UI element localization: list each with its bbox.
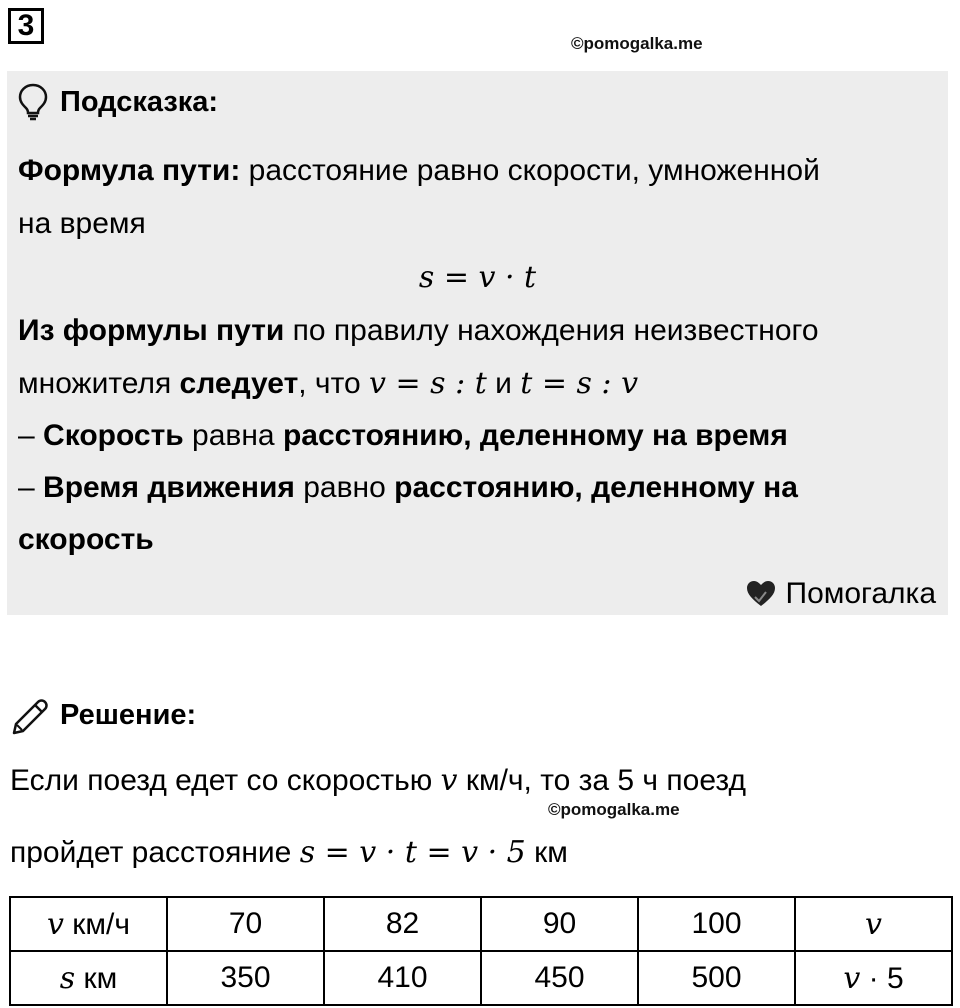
- dash: –: [18, 471, 44, 504]
- hint-bold: следует: [179, 367, 299, 400]
- solution-text: км/ч, то за 5 ч поезд: [457, 764, 746, 797]
- speed-variable: v: [440, 763, 458, 798]
- dash: –: [18, 419, 44, 452]
- heart-icon: [746, 580, 776, 608]
- hint-line-2: [18, 204, 146, 244]
- table-cell: 100: [638, 897, 795, 951]
- table-cell: [795, 897, 952, 951]
- hint-bold: расстоянию, деленному на: [394, 471, 798, 504]
- hint-text: и: [486, 367, 521, 400]
- hint-line-6: [18, 468, 798, 508]
- watermark-middle: ©pomogalka.me: [548, 800, 680, 819]
- hint-bold: Время движения: [43, 471, 295, 504]
- distance-variable: s: [59, 960, 76, 996]
- table-cell: 350: [167, 951, 324, 1005]
- table-cell: 450: [481, 951, 638, 1005]
- speed-variable: v: [46, 906, 64, 942]
- solution-text: пройдет расстояние: [10, 836, 300, 869]
- formula-label: Формула пути:: [18, 154, 241, 187]
- speed-formula: v = s : t: [369, 366, 487, 401]
- speed-variable: v: [843, 960, 861, 996]
- solution-text: Если поезд едет со скоростью: [10, 764, 441, 797]
- table-row-speed: [10, 897, 952, 951]
- hint-text: на время: [18, 207, 146, 240]
- hint-bold: Из формулы пути: [18, 314, 285, 347]
- hint-title: Подсказка:: [60, 85, 219, 118]
- speed-variable: v: [865, 906, 882, 942]
- unit: км/ч: [63, 907, 130, 941]
- hint-line-4: [18, 364, 638, 404]
- solution-heading: [10, 693, 196, 737]
- distance-formula: s = v · t = v · 5: [299, 835, 526, 870]
- brand-name: Помогалка: [785, 577, 936, 610]
- hint-line-5: [18, 416, 788, 456]
- unit: км: [75, 961, 118, 995]
- solution-text: км: [525, 836, 568, 869]
- table-cell: 70: [167, 897, 324, 951]
- hint-text: равно: [294, 471, 395, 504]
- table-cell: 82: [324, 897, 481, 951]
- hint-text: равна: [183, 419, 283, 452]
- table-header-cell: [10, 951, 167, 1005]
- hint-bold: расстоянию, деленному на время: [282, 419, 788, 452]
- table-cell: 410: [324, 951, 481, 1005]
- hint-bold: Скорость: [43, 419, 184, 452]
- table-cell: [795, 951, 952, 1005]
- path-formula: s = v · t: [418, 260, 537, 295]
- hint-heading: [18, 80, 218, 124]
- hint-text: , что: [298, 367, 369, 400]
- hint-line-3: [18, 311, 819, 351]
- watermark-top: ©pomogalka.me: [571, 34, 703, 53]
- speed-distance-table: [9, 896, 953, 1006]
- solution-line-2: [10, 833, 568, 873]
- table-cell: 500: [638, 951, 795, 1005]
- solution-line-1: [10, 761, 746, 801]
- table-header-cell: [10, 897, 167, 951]
- hint-text: расстояние равно скорости, умноженной: [240, 154, 820, 187]
- brand-signature: [746, 574, 937, 614]
- table-cell: 90: [481, 897, 638, 951]
- hint-line-7: [18, 520, 154, 560]
- hint-line-1: [18, 151, 820, 191]
- hint-bold: скорость: [18, 523, 154, 556]
- hint-text: по правилу нахождения неизвестного: [284, 314, 819, 347]
- solution-title: Решение:: [60, 698, 197, 731]
- hint-text: множителя: [18, 367, 180, 400]
- cell-text: · 5: [860, 961, 904, 995]
- task-number: 3: [8, 8, 44, 44]
- lightbulb-icon: [18, 83, 48, 121]
- time-formula: t = s : v: [520, 366, 639, 401]
- table-row-distance: [10, 951, 952, 1005]
- pencil-icon: [10, 694, 52, 736]
